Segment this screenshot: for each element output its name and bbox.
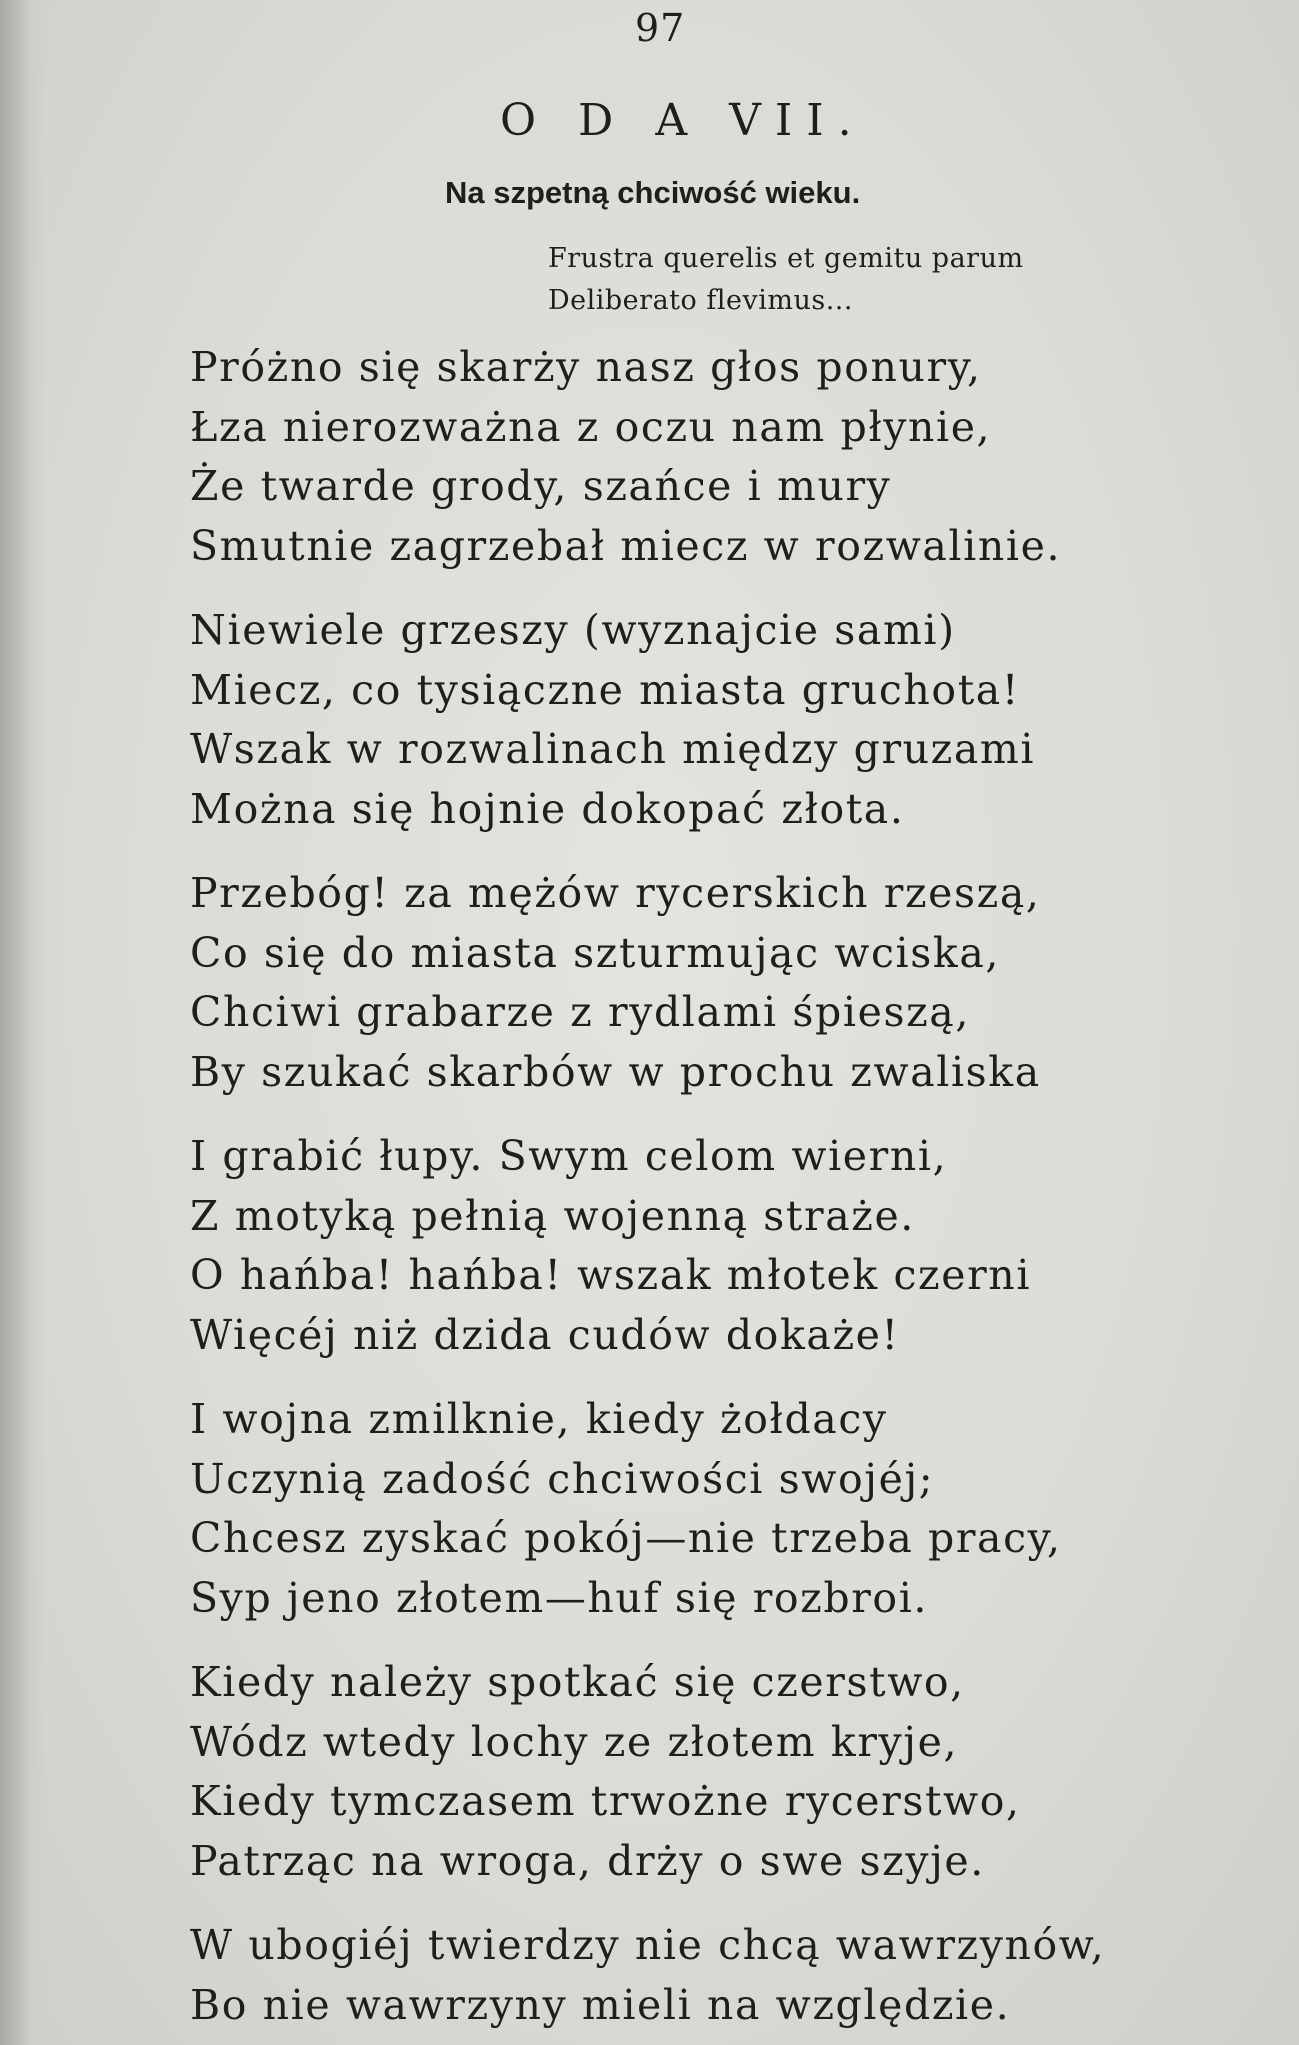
- poem-line: Co się do miasta szturmując wciska,: [190, 928, 1001, 977]
- stanza: [190, 1653, 1190, 1891]
- poem-line: Wódz wtedy lochy ze złotem kryje,: [190, 1717, 959, 1766]
- poem-line: Chciwi grabarze z rydlami śpieszą,: [190, 988, 970, 1036]
- stanza: [190, 864, 1190, 1102]
- poem-body: [190, 338, 1190, 2035]
- poem-line: W ubogiéj twierdzy nie chcą wawrzynów,: [190, 1921, 1106, 1969]
- page-gutter-shadow: [0, 0, 46, 2045]
- poem-line: Uczynią zadość chciwości swojéj;: [190, 1454, 935, 1503]
- poem-line: Łza nierozważna z oczu nam płynie,: [190, 402, 992, 451]
- poem-line: I grabić łupy. Swym celom wierni,: [190, 1132, 948, 1180]
- page-number: 97: [635, 6, 686, 50]
- poem-line: Miecz, co tysiączne miasta gruchota!: [190, 665, 1020, 714]
- poem-line: By szukać skarbów w prochu zwaliska: [190, 1047, 1041, 1096]
- poem-line: Chcesz zyskać pokój—nie trzeba pracy,: [190, 1514, 1062, 1562]
- stanza: [190, 1127, 1190, 1365]
- poem-line: Bo nie wawrzyny mieli na względzie.: [190, 1980, 1011, 2029]
- ode-subtitle: Na szpetną chciwość wieku.: [445, 175, 861, 210]
- stanza: [190, 601, 1190, 839]
- poem-line: Smutnie zagrzebał miecz w rozwalinie.: [190, 521, 1062, 570]
- poem-line: O hańba! hańba! wszak młotek czerni: [190, 1251, 1032, 1299]
- ode-title: O D A VII.: [500, 95, 866, 146]
- epigraph-line: Frustra querelis et gemitu parum: [548, 243, 1024, 274]
- poem-line: Z motyką pełnią wojenną straże.: [190, 1191, 915, 1240]
- poem-line: Kiedy tymczasem trwożne rycerstwo,: [190, 1777, 1021, 1825]
- epigraph: [548, 238, 1024, 322]
- poem-line: Niewiele grzeszy (wyznajcie sami): [190, 606, 956, 654]
- stanza: [190, 1916, 1190, 2035]
- epigraph-line: Deliberato flevimus...: [548, 285, 853, 316]
- poem-line: Kiedy należy spotkać się czerstwo,: [190, 1658, 965, 1706]
- poem-line: Syp jeno złotem—huf się rozbroi.: [190, 1573, 929, 1622]
- poem-line: I wojna zmilknie, kiedy żołdacy: [190, 1395, 888, 1443]
- stanza: [190, 338, 1190, 576]
- poem-line: Że twarde grody, szańce i mury: [190, 462, 892, 510]
- poem-line: Wszak w rozwalinach między gruzami: [190, 725, 1036, 773]
- poem-line: Więcéj niż dzida cudów dokaże!: [190, 1310, 900, 1359]
- poem-line: Przebóg! za mężów rycerskich rzeszą,: [190, 869, 1041, 917]
- poem-line: Patrząc na wroga, drży o swe szyje.: [190, 1836, 985, 1885]
- poem-line: Można się hojnie dokopać złota.: [190, 784, 905, 833]
- stanza: [190, 1390, 1190, 1628]
- poem-line: Próżno się skarży nasz głos ponury,: [190, 343, 982, 391]
